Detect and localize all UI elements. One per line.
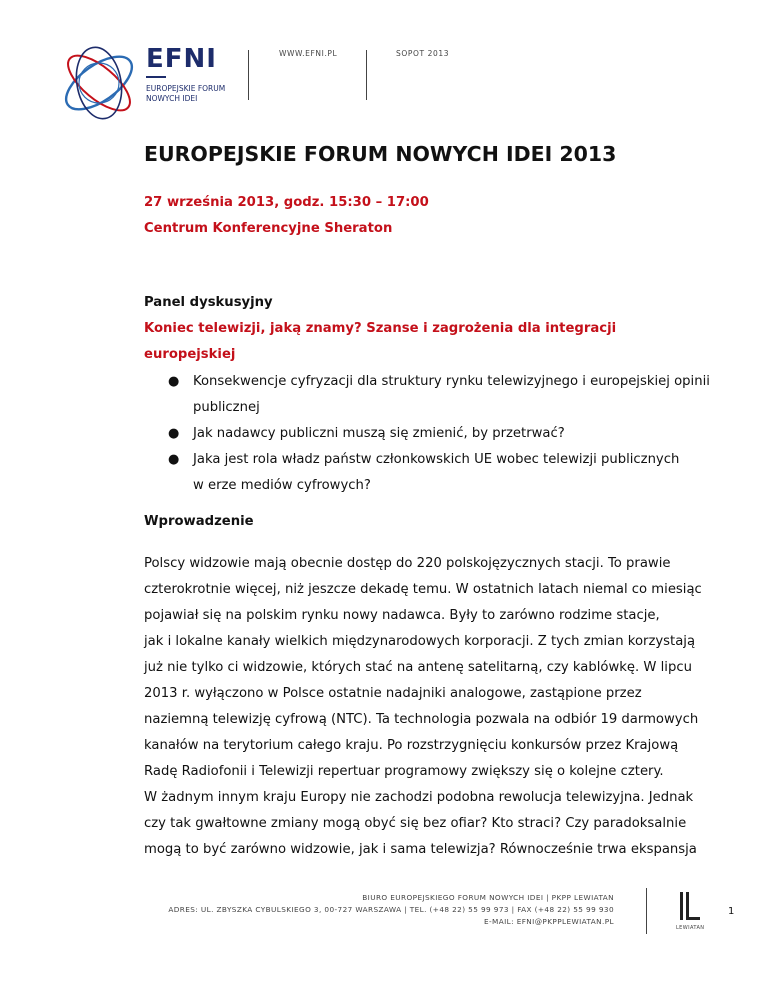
- event-date-time: 27 września 2013, godz. 15:30 – 17:00: [144, 195, 429, 210]
- footer-address: [168, 892, 614, 928]
- bullet-item-line: Jaka jest rola władz państw członkowskich UE wobec telewizji publicznych: [193, 452, 680, 467]
- paragraph-line: czterokrotnie więcej, niż jeszcze dekadę temu. W ostatnich latach niemal co miesiąc: [144, 582, 702, 597]
- paragraph-line: mogą to być zarówno widzowie, jak i sama telewizja? Równocześnie trwa ekspansja: [144, 842, 697, 857]
- bullet-icon: ●: [168, 374, 180, 389]
- footer-divider: [646, 888, 647, 934]
- footer-line: ADRES: UL. ZBYSZKA CYBULSKIEGO 3, 00-727 WARSZAWA | TEL. (+48 22) 55 99 973 | FAX (+48 22) 55 99 930: [168, 905, 614, 914]
- paragraph-line: W żadnym innym kraju Europy nie zachodzi podobna rewolucja telewizyjna. Jednak: [144, 790, 694, 805]
- page-number: 1: [728, 906, 735, 917]
- footer-line: BIURO EUROPEJSKIEGO FORUM NOWYCH IDEI | PKPP LEWIATAN: [362, 893, 614, 902]
- bullet-item-line: publicznej: [193, 400, 260, 415]
- header-divider: [366, 50, 367, 100]
- logo-wordmark: EFNI: [146, 44, 217, 74]
- paragraph-line: 2013 r. wyłączono w Polsce ostatnie nadajniki analogowe, zastąpione przez: [144, 686, 642, 701]
- logo-subtitle: EUROPEJSKIE FORUM NOWYCH IDEI: [146, 84, 226, 103]
- paragraph-line: już nie tylko ci widzowie, których stać na antenę satelitarną, czy kablówkę. W lipcu: [144, 660, 692, 675]
- bullet-icon: ●: [168, 452, 180, 467]
- header-location: SOPOT 2013: [396, 49, 450, 58]
- footer-line[interactable]: E-MAIL: EFNI@PKPPLEWIATAN.PL: [483, 917, 614, 926]
- efni-logo-icon: [56, 40, 142, 126]
- bullet-item-line: Konsekwencje cyfryzacji dla struktury rynku telewizyjnego i europejskiej opinii: [193, 374, 710, 389]
- section-heading: Wprowadzenie: [144, 514, 254, 529]
- paragraph-line: czy tak gwałtowne zmiany mogą obyć się bez ofiar? Kto straci? Czy paradoksalnie: [144, 816, 687, 831]
- panel-title-line: europejskiej: [144, 347, 236, 362]
- paragraph-line: kanałów na terytorium całego kraju. Po rozstrzygnięciu konkursów przez Krajową: [144, 738, 679, 753]
- event-venue: Centrum Konferencyjne Sheraton: [144, 221, 393, 236]
- lewiatan-logo-icon: [676, 890, 704, 924]
- bullet-icon: ●: [168, 426, 180, 441]
- logo-divider: [146, 76, 166, 78]
- panel-title-line: Koniec telewizji, jaką znamy? Szanse i zagrożenia dla integracji: [144, 321, 617, 336]
- header-divider: [248, 50, 249, 100]
- website-link[interactable]: WWW.EFNI.PL: [279, 49, 338, 58]
- paragraph-line: jak i lokalne kanały wielkich międzynarodowych korporacji. Z tych zmian korzystają: [144, 634, 696, 649]
- paragraph-line: Radę Radiofonii i Telewizji repertuar programowy zwiększy się o kolejne cztery.: [144, 764, 664, 779]
- lewiatan-label: LEWIATAN: [676, 925, 705, 931]
- bullet-item-line: w erze mediów cyfrowych?: [193, 478, 371, 493]
- paragraph-line: Polscy widzowie mają obecnie dostęp do 220 polskojęzycznych stacji. To prawie: [144, 556, 671, 571]
- paragraph-line: naziemną telewizję cyfrową (NTC). Ta technologia pozwala na odbiór 19 darmowych: [144, 712, 699, 727]
- panel-label: Panel dyskusyjny: [144, 295, 273, 310]
- page-title: EUROPEJSKIE FORUM NOWYCH IDEI 2013: [144, 142, 617, 166]
- bullet-item-line: Jak nadawcy publiczni muszą się zmienić, by przetrwać?: [193, 426, 565, 441]
- paragraph-line: pojawiał się na polskim rynku nowy nadawca. Były to zarówno rodzime stacje,: [144, 608, 660, 623]
